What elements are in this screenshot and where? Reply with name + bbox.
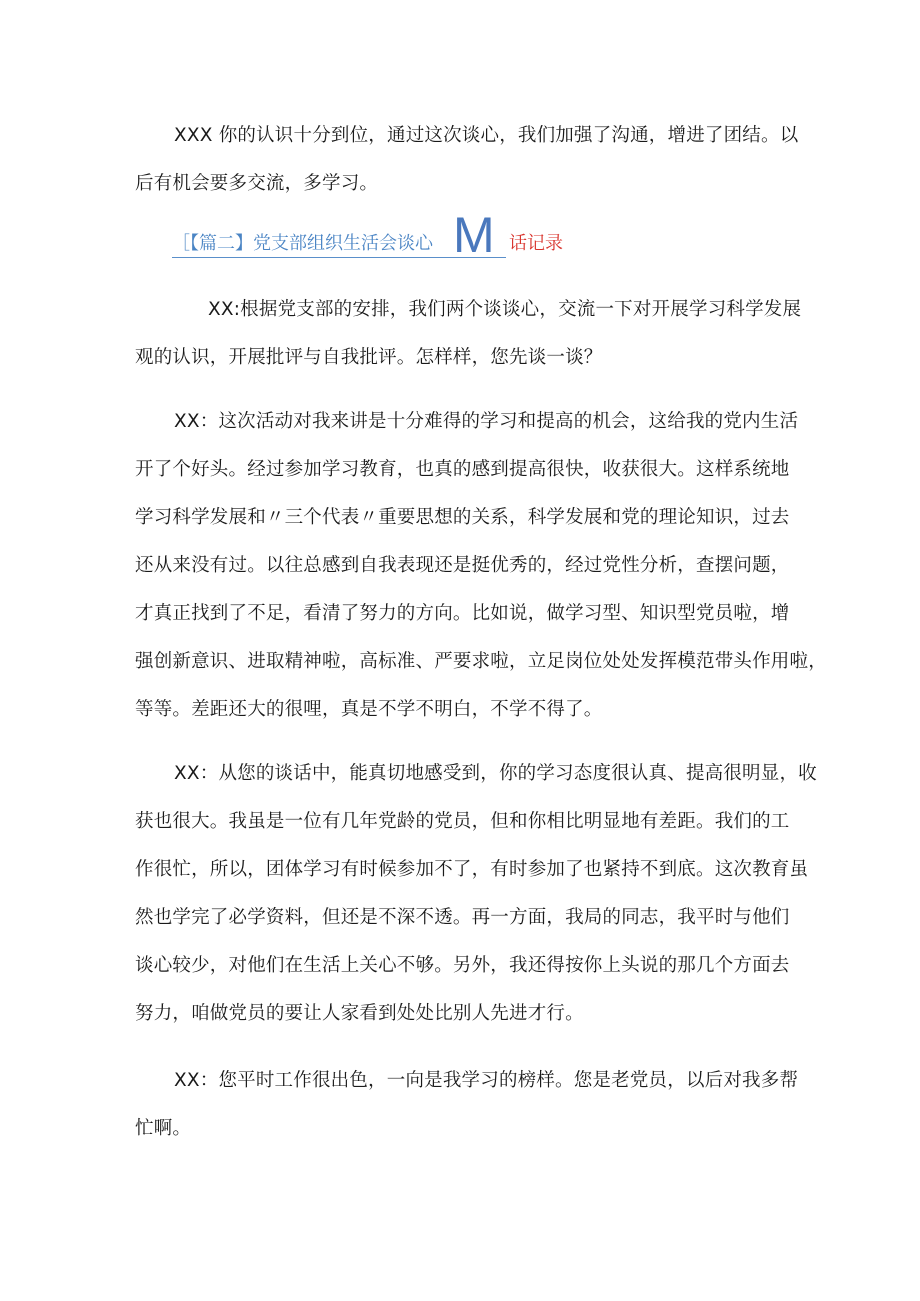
paragraph-line: 学习科学发展和〃三个代表〃重要思想的关系，科学发展和党的理论知识，过去 xyxy=(135,507,790,528)
paragraph-line: 努力，咱做党员的要让人家看到处处比别人先进才行。 xyxy=(135,1003,584,1024)
section-heading xyxy=(172,207,592,264)
heading-large-letter: M xyxy=(453,207,495,263)
paragraph-line: 作很忙，所以，团体学习有时候参加不了，有时参加了也紧持不到底。这次教育虽 xyxy=(135,859,809,880)
paragraph-opening xyxy=(135,286,802,382)
paragraph-line: 获也很大。我虽是一位有几年党龄的党员，但和你相比明显地有差距。我们的工 xyxy=(135,811,790,832)
paragraph-intro xyxy=(135,112,799,208)
paragraph-line: 忙啊。 xyxy=(135,1118,192,1139)
paragraph-line: 谈心较少，对他们在生活上关心不够。另外，我还得按你上头说的那几个方面去 xyxy=(135,955,790,976)
paragraph-line: 还从来没有过。以往总感到自我表现还是挺优秀的，经过党性分析，查摆问题， xyxy=(135,555,790,576)
paragraph-line: 强创新意识、进取精神啦，高标准、严要求啦，立足岗位处处发挥模范带头作用啦， xyxy=(135,651,827,672)
paragraph-line: 观的认识，开展批评与自我批评。怎样样，您先谈一谈？ xyxy=(135,347,603,368)
heading-red-text: 话记录 xyxy=(509,233,563,254)
paragraph-line: 开了个好头。经过参加学习教育，也真的感到提高很快，收获很大。这样系统地 xyxy=(135,459,790,480)
paragraph-response-2 xyxy=(135,750,817,1038)
heading-link-text[interactable]: ［【篇二】党支部组织生活会谈心 xyxy=(172,232,506,258)
paragraph-line: XX:根据党支部的安排，我们两个谈谈心，交流一下对开展学习科学发展 xyxy=(208,299,802,320)
paragraph-line: XX：这次活动对我来讲是十分难得的学习和提高的机会，这给我的党内生活 xyxy=(174,411,799,432)
paragraph-closing xyxy=(135,1057,799,1153)
paragraph-line: 才真正找到了不足，看清了努力的方向。比如说，做学习型、知识型党员啦，增 xyxy=(135,603,790,624)
paragraph-line: XX：您平时工作很出色，一向是我学习的榜样。您是老党员，以后对我多帮 xyxy=(174,1070,799,1091)
paragraph-line: XXX 你的认识十分到位，通过这次谈心，我们加强了沟通，增进了团结。以 xyxy=(174,125,799,146)
paragraph-line: 等等。差距还大的很哩，真是不学不明白，不学不得了。 xyxy=(135,699,603,720)
paragraph-line: XX：从您的谈话中，能真切地感受到，你的学习态度很认真、提高很明显，收 xyxy=(174,763,817,784)
paragraph-response-1 xyxy=(135,398,827,734)
paragraph-line: 后有机会要多交流，多学习。 xyxy=(135,173,379,194)
paragraph-line: 然也学完了必学资料，但还是不深不透。再一方面，我局的同志，我平时与他们 xyxy=(135,907,790,928)
